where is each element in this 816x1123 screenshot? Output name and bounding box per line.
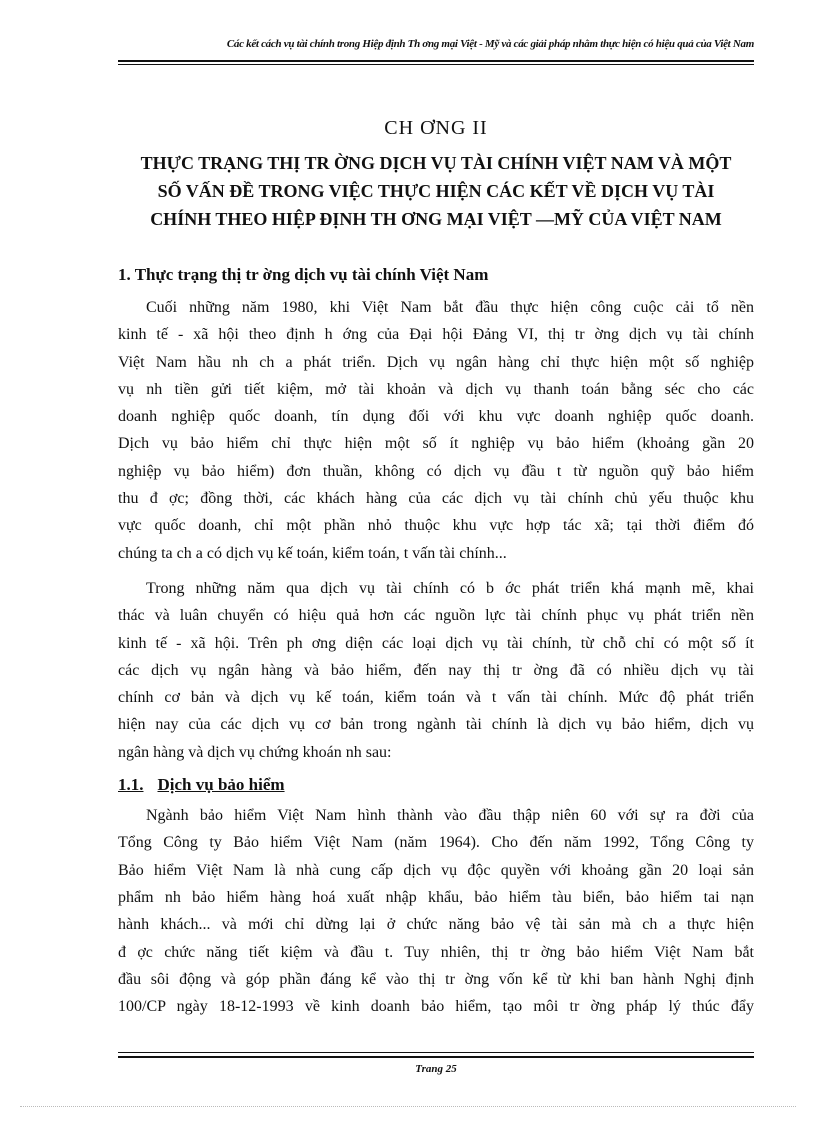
text-line: hiện nay của các dịch vụ cơ bản trong ngành tài chính là dịch vụ bảo hiểm, dịch vụ xyxy=(118,716,754,734)
chapter-title xyxy=(118,149,754,233)
text-line: Cuối những năm 1980, khi Việt Nam bắt đầu thực hiện công cuộc cải tổ nền xyxy=(146,299,754,316)
text-line: thác và luân chuyển có hiệu quả hơn các nguồn lực tài chính phục vụ phát triển nền xyxy=(118,607,754,625)
chapter-title-line: CHÍNH THEO HIỆP ĐỊNH TH ƠNG MẠI VIỆT —MỸ CỦA VIỆT NAM xyxy=(150,209,722,229)
chapter-title-line: THỰC TRẠNG THỊ TR ỜNG DỊCH VỤ TÀI CHÍNH VIỆT NAM VÀ MỘT xyxy=(140,153,732,173)
body-content xyxy=(118,260,754,1020)
text-line: vụ nh tiền gửi tiết kiệm, mở tài khoản và dịch vụ thanh toán bằng séc cho các xyxy=(118,380,754,398)
subsection-title: Dịch vụ bảo hiểm xyxy=(157,775,285,795)
text-line: doanh nghiệp quốc doanh, tín dụng đối với khu vực doanh nghiệp quốc doanh. xyxy=(118,408,754,426)
paragraph xyxy=(118,802,754,1020)
chapter-label: CH ƠNG II xyxy=(384,117,488,139)
header-rule-thin xyxy=(118,64,754,65)
text-line: Bảo hiểm Việt Nam là nhà cung cấp dịch vụ độc quyền với khoảng gần 20 loại sản xyxy=(118,861,754,879)
header-rule-thick xyxy=(118,60,754,62)
text-line: phẩm nh bảo hiểm hàng hoá xuất nhập khẩu, bảo hiểm tàu biển, bảo hiểm tai nạn xyxy=(118,888,754,906)
subsection-heading xyxy=(118,770,754,800)
text-line: kinh tế - xã hội. Trên ph ơng diện các loại dịch vụ tài chính, từ chỗ chỉ có một số ít xyxy=(118,634,754,652)
text-line: kinh tế - xã hội theo định h ớng của Đại hội Đảng VI, thị tr ờng dịch vụ tài chính xyxy=(118,326,754,344)
text-line: Tổng Công ty Bảo hiểm Việt Nam (năm 1964). Cho đến năm 1992, Tổng Công ty xyxy=(118,834,754,852)
text-line: Dịch vụ bảo hiểm chỉ thực hiện một số ít nghiệp vụ bảo hiểm (khoảng gần 20 xyxy=(118,435,754,453)
text-line: chúng ta ch a có dịch vụ kế toán, kiểm toán, t vấn tài chính... xyxy=(118,544,507,562)
text-line: các dịch vụ ngân hàng và bảo hiểm, đến nay thị tr ờng đã có nhiều dịch vụ tài xyxy=(118,661,754,679)
running-header: Các kết cách vụ tài chính trong Hiệp định Th ơng mại Việt - Mỹ và các giải pháp nhằm thực hiện có hiệu quả của Việt Nam xyxy=(226,38,754,50)
text-line: chính cơ bản và dịch vụ kế toán, kiểm toán và t vấn tài chính. Mức độ phát triển xyxy=(118,689,754,707)
footer-rule-thick xyxy=(118,1056,754,1058)
text-line: hành khách... và mới chỉ dừng lại ở chức năng bảo vệ tài sản mà ch a thực hiện xyxy=(118,916,754,934)
page-number: Trang 25 xyxy=(415,1063,457,1075)
subsection-number: 1.1. xyxy=(118,775,144,795)
paragraph xyxy=(118,294,754,567)
page-edge-dotted-line xyxy=(20,1106,796,1107)
text-line: Việt Nam hầu nh ch a phát triển. Dịch vụ ngân hàng chỉ thực hiện một số nghiệp xyxy=(118,353,754,371)
text-line: 100/CP ngày 18-12-1993 về kinh doanh bảo hiểm, tạo môi tr ờng pháp lý thúc đẩy xyxy=(118,998,754,1016)
text-line: thu đ ợc; đồng thời, các khách hàng của các dịch vụ tài chính chủ yếu thuộc khu xyxy=(118,490,754,508)
text-line: đầu sôi động và góp phần đáng kể vào thị tr ờng vốn kể từ khi ban hành Nghị định xyxy=(118,970,754,988)
chapter-title-line: SỐ VẤN ĐỀ TRONG VIỆC THỰC HIỆN CÁC KẾT VỀ DỊCH VỤ TÀI xyxy=(157,181,715,201)
text-line: Ngành bảo hiểm Việt Nam hình thành vào đầu thập niên 60 với sự ra đời của xyxy=(146,807,754,825)
text-line: vực quốc doanh, chỉ một phần nhỏ thuộc khu vực hợp tác xã; tại thời điểm đó xyxy=(118,517,754,535)
section-heading: 1. Thực trạng thị tr ờng dịch vụ tài chính Việt Nam xyxy=(118,265,489,284)
footer-rule-thin xyxy=(118,1052,754,1053)
text-line: ngân hàng và dịch vụ chứng khoán nh sau: xyxy=(118,743,392,761)
paragraph xyxy=(118,575,754,766)
text-line: Trong những năm qua dịch vụ tài chính có b ớc phát triển khá mạnh mẽ, khai xyxy=(146,579,754,597)
text-line: đ ợc chức năng tiết kiệm và đầu t. Tuy nhiên, thị tr ờng bảo hiểm Việt Nam bắt xyxy=(118,943,754,961)
text-line: nghiệp vụ bảo hiểm) đơn thuần, không có dịch vụ đầu t từ nguồn quỹ bảo hiểm xyxy=(118,462,754,480)
